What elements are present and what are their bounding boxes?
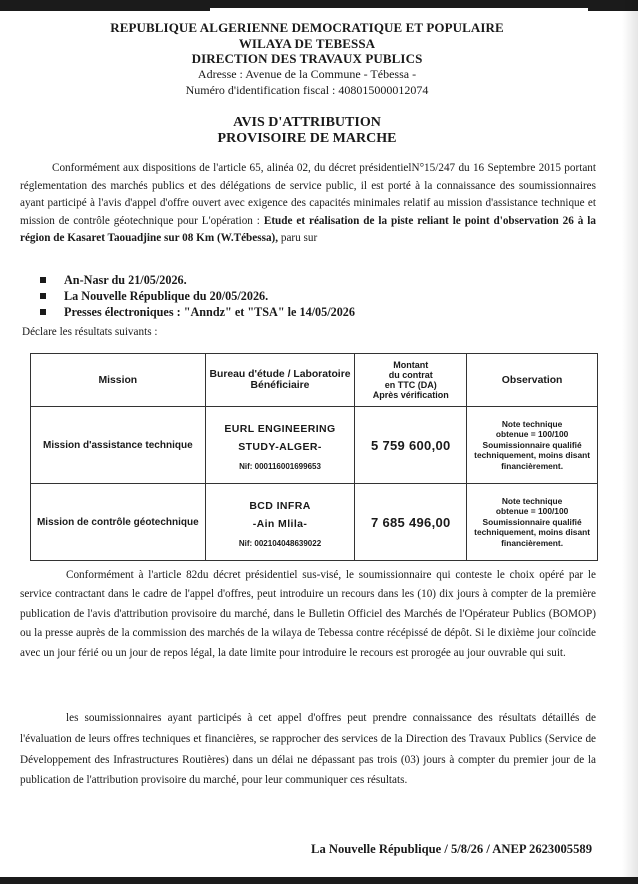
recours-paragraph: Conformément à l'article 82du décret présidentiel sus-visé, le soumissionnaire qui conteste le choix opéré par le service contractant dans le cadre de l'appel d'offres, peut introduire un recours dans les (10) dix jours à compter de la première publication de l'avis d'attribution provisoire du marché, dans le Bulletin Officiel des Marchés de l'Opérateur Publics (BOMOP) ou la presse auprès de la commission des marchés de la wilaya de Tebessa contre récépissé de dépôt. Si le dixième jour coïncide avec un jour férié ou un jour de repos légal, la date limite pour introduire le recours est prorogée au jour ouvrable qui suit. [20,569,596,659]
intro-tail: paru sur [280,232,318,245]
row-mission: Mission d'assistance technique [31,407,206,484]
publication-item: An-Nasr du 21/05/2026. [40,272,560,288]
header-fiscal-id: Numéro d'identification fiscal : 408015000012074 [185,83,429,97]
scan-bottom-border [0,877,638,884]
intro-text: Conformément aux dispositions de l'article 65, alinéa 02, du décret présidentielN°15/247 du 16 Septembre 2015 portant réglementation des marchés publics et des délégations de service public, il est porté à la connaissance des soumissionnaires ayant participé à l'avis d'appel d'offre ouvert avec exigence des capacités minimales relatif au mission d'assistance technique et mission de contrôle géotechnique pour L'opération : [20,162,596,227]
notice-subtitle: PROVISOIRE DE MARCHE [217,131,397,146]
row-nif: Nif: 000116001699653 [239,461,321,471]
row-mission: Mission de contrôle géotechnique [31,484,206,561]
bullet-icon [40,293,46,299]
row-bureau: BCD INFRA -Ain Mlila- Nif: 002104048639022 [205,484,355,561]
notice-title: AVIS D'ATTRIBUTION [233,115,381,130]
header-wilaya: WILAYA DE TEBESSA [238,36,376,51]
col-bureau: Bureau d'étude / Laboratoire Bénéficiaire [205,354,355,407]
declare-results: Déclare les résultats suivants : [22,326,158,338]
scan-top-border-left [0,0,210,11]
bullet-icon [40,277,46,283]
publication-list [40,272,560,320]
scan-right-shadow [622,0,638,884]
header-direction: DIRECTION DES TRAVAUX PUBLICS [191,51,423,66]
publication-item: La Nouvelle République du 20/05/2026. [40,288,560,304]
header-republic: REPUBLIQUE ALGERIENNE DEMOCRATIQUE ET POPULAIRE [110,20,504,35]
row-montant: 5 759 600,00 [355,407,467,484]
operation-name: Etude et réalisation de la piste reliant le point d'observation 26 à la région de Kasaret Taouadjine sur 08 Km (W.Tébessa), [20,214,597,245]
header-address: Adresse : Avenue de la Commune - Tébessa - [197,67,417,81]
row-nif: Nif: 002104048639022 [238,538,322,548]
consultation-paragraph: les soumissionnaires ayant participés à cet appel d'offres peut prendre connaissance des résultats détaillés de l'évaluation de leurs offres techniques et financières, se rapprocher des services de la Direction des Travaux Publics (Service de Développement des Infrastructures Routières) dans un délai ne dépassant pas trois (03) jours à compter du premier jour de la publication de l'attribution provisoire du marché, pour leur communiquer ces résultats. [20,712,596,787]
row-observation: Note technique obtenue = 100/100 Soumissionnaire qualifié techniquement, moins disant financièrement. [467,407,598,484]
publication-item: Presses électroniques : "Anndz" et "TSA" le 14/05/2026 [40,304,560,320]
col-observation: Observation [467,354,598,407]
publication-footer: La Nouvelle République / 5/8/26 / ANEP 2623005589 [311,842,592,856]
table-row [31,407,598,484]
intro-paragraph [20,160,596,248]
table-row [31,484,598,561]
table-header-row [31,354,598,407]
row-observation: Note technique obtenue = 100/100 Soumissionnaire qualifié techniquement, moins disant financièrement. [467,484,598,561]
row-montant: 7 685 496,00 [355,484,467,561]
col-montant: Montant du contrat en TTC (DA) Après vérification [355,354,467,407]
row-bureau: EURL ENGINEERING STUDY-ALGER- Nif: 000116001699653 [205,407,355,484]
col-mission: Mission [31,354,206,407]
bullet-icon [40,309,46,315]
results-table [30,353,598,561]
